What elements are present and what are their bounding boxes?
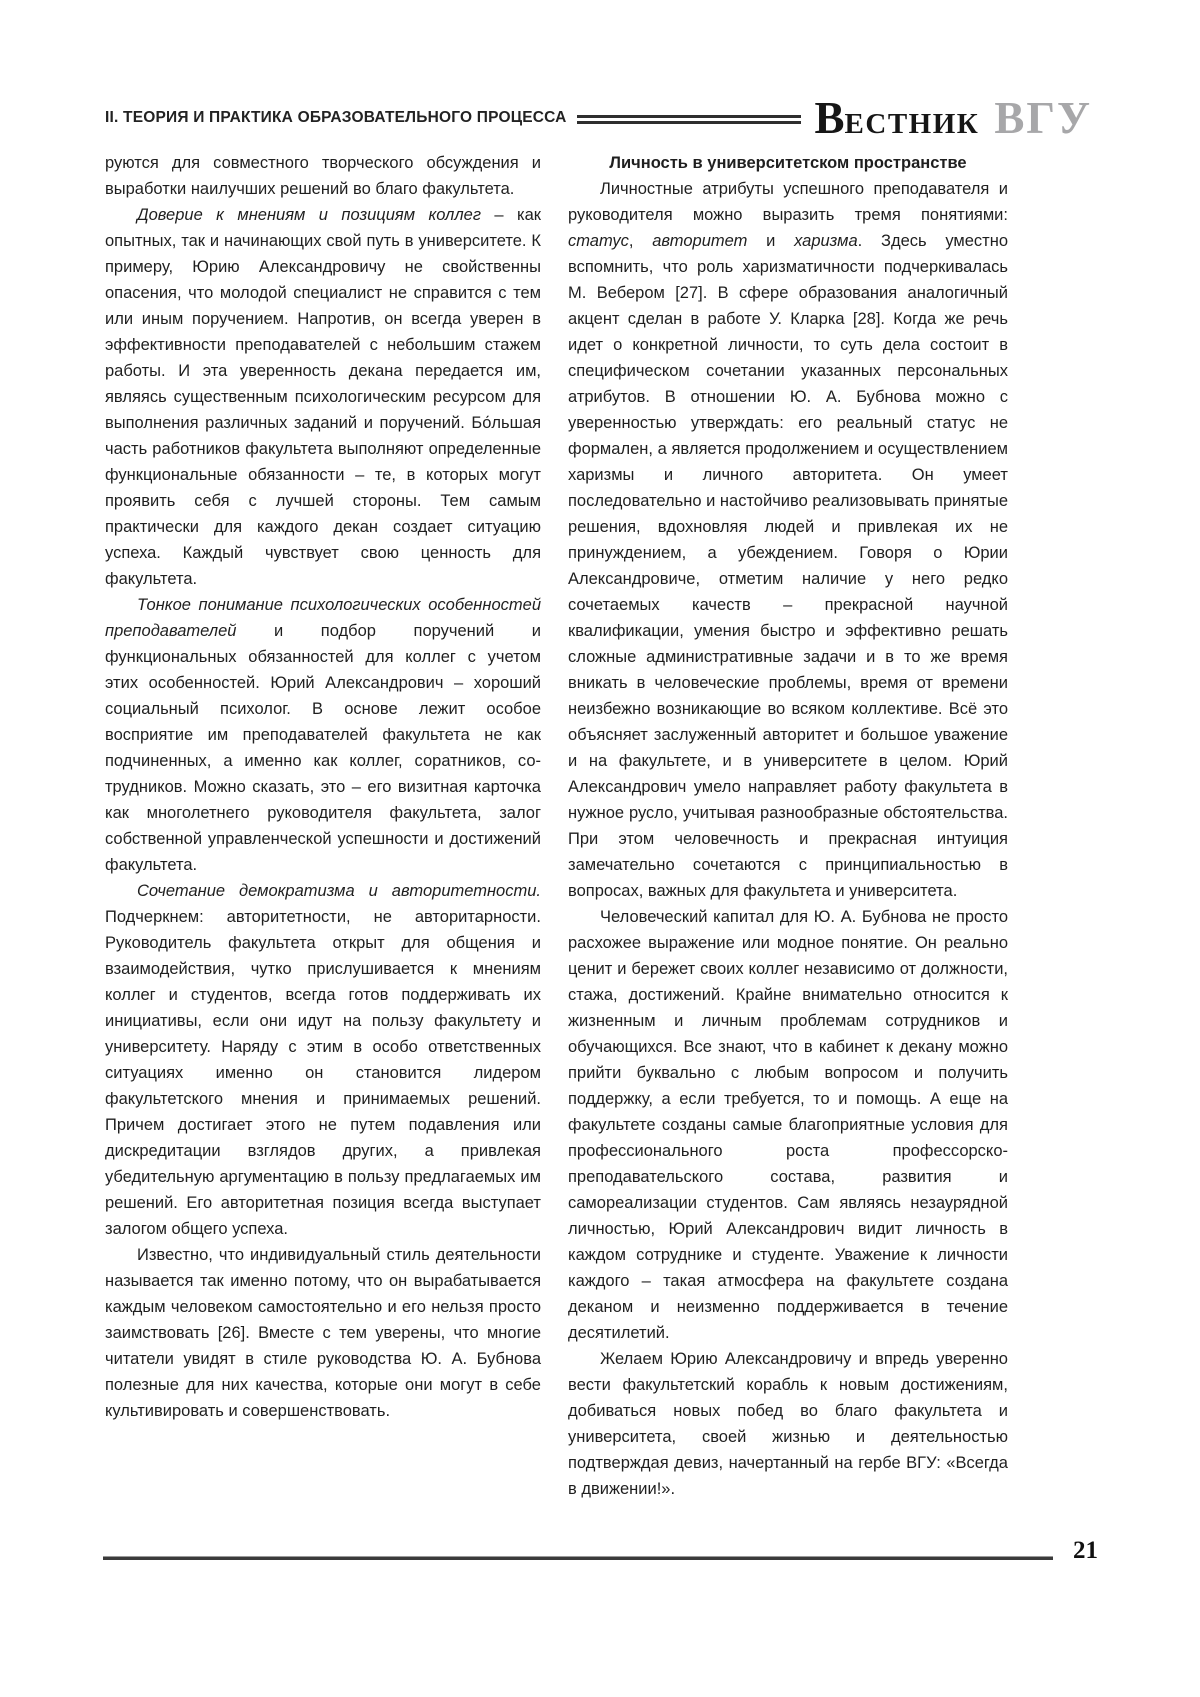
text-segment: харизма xyxy=(794,232,858,250)
text-segment: авторитет xyxy=(652,232,748,250)
text-segment: и подбор поручений и функциональных обязанностей для коллег с учетом этих особенностей. Юрий Александрович – хороший социальный психолог. В основе лежит особое восприятие им преподавателей факультета не как подчиненных, а именно как коллег, соратников, со-трудников. Можно сказать, это – его визитная карточка как многолетнего руководителя факультета, залог собственной управленческой успешности и достижений факультета. xyxy=(105,622,541,874)
text-segment: – как опытных, так и начинающих свой путь в университете. К примеру, Юрию Александровичу не свойственны опасения, что молодой специалист не справится с тем или иным поручением. Напротив, он всегда уверен в эффективности преподавателей с небольшим стажем работы. И эта уверенность декана передается им, являясь существенным психологическим ресурсом для выполнения различных заданий и поручений. Бо́льшая часть работников факультета выполняют определенные функциональные обязанности – те, в которых могут проявить себя с лучшей стороны. Тем самым практически для каждого декан создает ситуацию успеха. Каждый чувствует свою ценность для факультета. xyxy=(105,206,541,588)
logo-vestnik-rest: ЕСТНИК xyxy=(844,107,980,140)
paragraph xyxy=(105,202,541,592)
footer-divider xyxy=(103,1556,1053,1560)
header-divider xyxy=(577,115,801,124)
text-segment: статус xyxy=(568,232,629,250)
page-header xyxy=(105,92,1092,143)
article-body xyxy=(105,150,1008,1502)
text-segment: . Здесь уместно вспомнить, что роль харизматичности подчеркивалась М. Вебером [27]. В сфере образования аналогичный акцент сделан в работе У. Кларка [28]. Когда же речь идет о конкретной личности, то суть дела состоит в специфическом сочетании указанных персональных атрибутов. В отношении Ю. А. Бубнова можно с уверенностью утверждать: его реальный статус не формален, а является продолжением и осуществлением харизмы и личного авторитета. Он умеет последовательно и настойчиво реализовывать принятые решения, вдохновляя людей и привлекая их не принуждением, а убеждением. Говоря о Юрии Александровиче, отметим наличие у него редко сочетаемых качеств – прекрасной научной квалификации, умения быстро и эффективно решать сложные административные задачи и в то же время вникать в человеческие проблемы, время от времени неизбежно возникающие во всяком коллективе. Всё это объясняет заслуженный авторитет и большое уважение и на факультете, и в университете в целом. Юрий Александрович умело направляет работу факультета в нужное русло, учитывая разнообразные обстоятельства. При этом человечность и прекрасная интуиция замечательно сочетаются с принципиальностью в вопросах, важных для факультета и университета. xyxy=(568,232,1009,900)
left-column xyxy=(105,150,541,1502)
section-title: II. ТЕОРИЯ И ПРАКТИКА ОБРАЗОВАТЕЛЬНОГО ПРОЦЕССА xyxy=(105,109,567,126)
paragraph xyxy=(105,592,541,878)
paragraph xyxy=(568,1346,1008,1502)
journal-logo xyxy=(814,92,1092,143)
paragraph xyxy=(105,150,541,202)
page-number: 21 xyxy=(1073,1537,1098,1564)
logo-vestnik-initial: В xyxy=(814,92,845,143)
section-heading: Личность в университетском пространстве xyxy=(609,154,967,172)
text-segment: Подчеркнем: авторитетности, не авторитарности. Руководитель факультета открыт для общения и взаимодействия, чутко прислушивается к мнениям коллег и студентов, всегда готов поддерживать их инициативы, если они идут на пользу факультету и университету. Наряду с этим в особо ответственных ситуациях именно он становится лидером факультетского мнения и принимаемых решений. Причем достигает этого не путем подавления или дискредитации взглядов других, а привлекая убедительную аргументацию в пользу предлагаемых им решений. Его авторитетная позиция всегда выступает залогом общего успеха. xyxy=(105,908,541,1238)
text-segment: Личностные атрибуты успешного преподавателя и руководителя можно выразить тремя понятиями: xyxy=(568,180,1008,224)
text-segment: Доверие к мнениям и позициям коллег xyxy=(137,206,481,224)
paragraph xyxy=(105,1242,541,1424)
paragraph xyxy=(568,176,1008,904)
text-segment: Желаем Юрию Александровичу и впредь уверенно вести факультетский корабль к новым достижениям, добиваться новых побед во благо факультета и университета, своей жизнью и деятельностью подтверждая девиз, начертанный на гербе ВГУ: «Всегда в движении!». xyxy=(568,1350,1008,1498)
text-segment: Известно, что индивидуальный стиль деятельности называется так именно потому, что он вырабатывается каждым человеком самостоятельно и его нельзя просто заимствовать [26]. Вместе с тем уверены, что многие читатели увидят в стиле руководства Ю. А. Бубнова полезные для них качества, которые они могут в себе культивировать и совершенствовать. xyxy=(105,1246,541,1420)
text-segment: и xyxy=(747,232,795,250)
text-segment: , xyxy=(628,232,653,250)
right-column xyxy=(568,150,1008,1502)
text-segment: руются для совместного творческого обсуждения и выработки наилучших решений во благо факультета. xyxy=(105,154,541,198)
logo-vgu: ВГУ xyxy=(994,92,1092,143)
paragraph xyxy=(568,904,1008,1346)
paragraph xyxy=(105,878,541,1242)
text-segment: Тонкое понимание психологических особенностей преподавателей xyxy=(105,596,541,640)
text-segment: Человеческий капитал для Ю. А. Бубнова не просто расхожее выражение или модное понятие. Он реально ценит и бережет своих коллег независимо от должности, стажа, достижений. Крайне внимательно относится к жизненным и личным проблемам сотрудников и обучающихся. Все знают, что в кабинет к декану можно прийти буквально с любым вопросом и получить поддержку, а если требуется, то и помощь. А еще на факультете созданы самые благоприятные условия для профессионального роста профессорско-преподавательского состава, развития и самореализации студентов. Сам являясь незаурядной личностью, Юрий Александрович видит личность в каждом сотруднике и студенте. Уважение к личности каждого – такая атмосфера на факультете создана деканом и неизменно поддерживается в течение десятилетий. xyxy=(568,908,1008,1342)
right-column-paragraphs xyxy=(568,176,1008,1502)
text-segment: Сочетание демократизма и авторитетности. xyxy=(137,882,541,900)
